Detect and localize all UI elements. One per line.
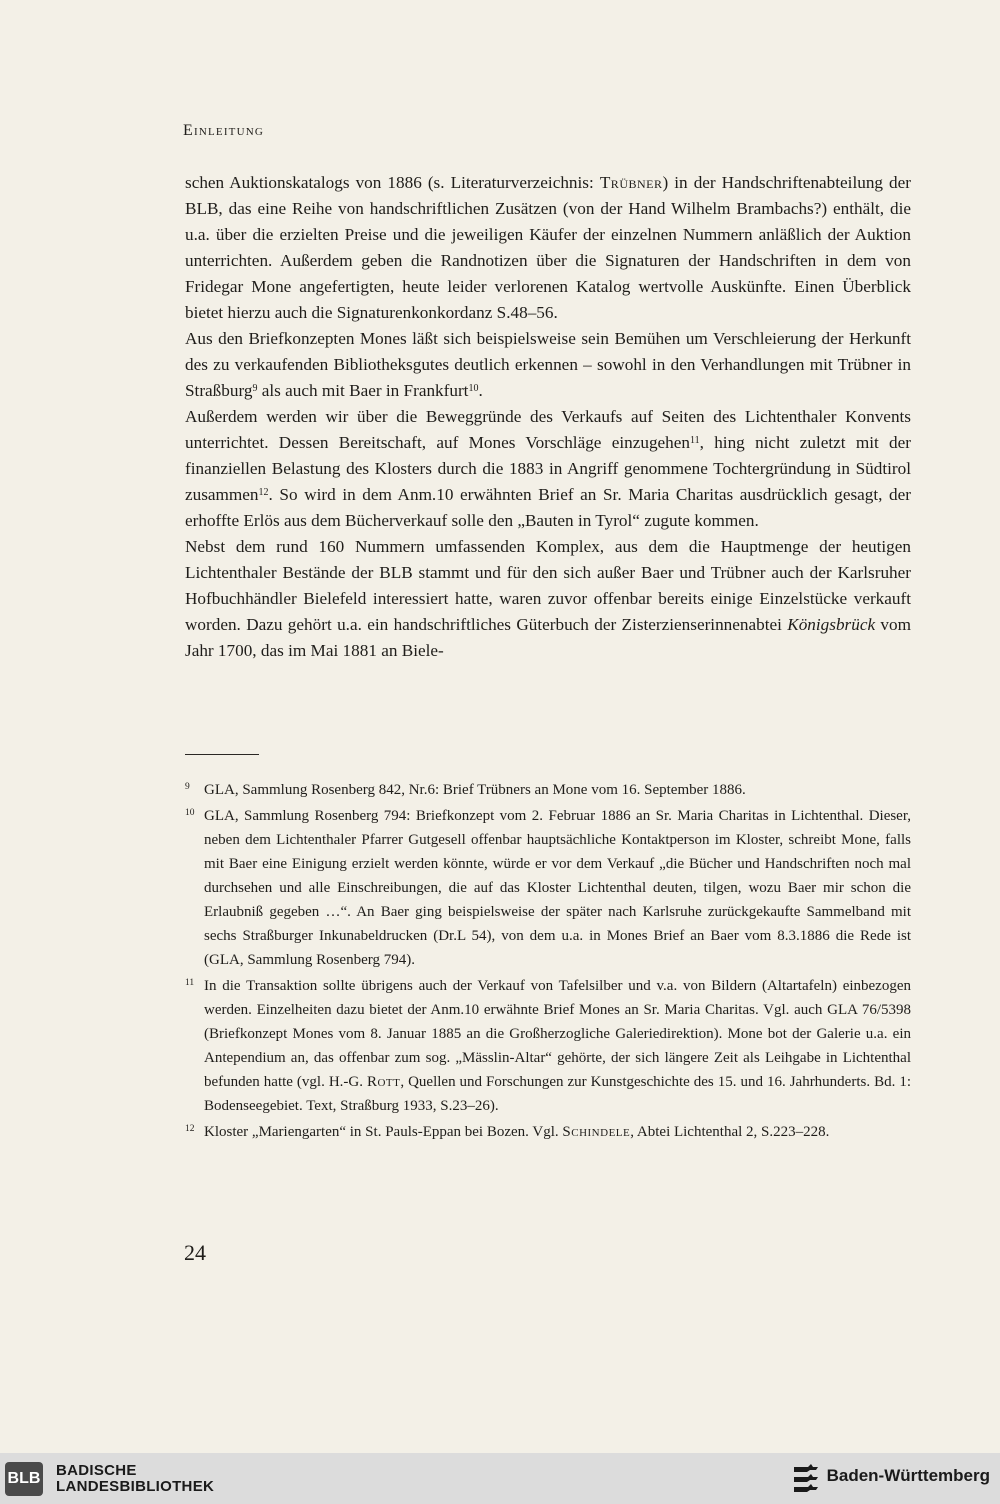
footnote-number: 10 (185, 808, 195, 818)
footnote: 12 Kloster „Mariengarten“ in St. Pauls-Eppan bei Bozen. Vgl. Schindele, Abtei Lichtenthal 2, S.223–228. (185, 1120, 911, 1144)
footnote: 11 In die Transaktion sollte übrigens auch der Verkauf von Tafelsilber und v.a. von Bildern (Altartafeln) einbezogen werden. Einzelheiten dazu bietet der Anm.10 erwähnte Brief Mones an Sr. Maria Charitas. Vgl. auch GLA 76/5398 (Briefkonzept Mones vom 8. Januar 1885 an die Großherzogliche Galeriedirektion). Mone bot der Galerie u.a. ein Antependium an, das offenbar zum sog. „Mässlin-Altar“ gehörte, der sich längere Zeit als Leihgabe in Lichtenthal befunden hatte (vgl. H.-G. Rott, Quellen und Forschungen zur Kunstgeschichte des 15. und 16. Jahrhunderts. Bd. 1: Bodenseegebiet. Text, Straßburg 1933, S.23–26). (185, 974, 911, 1118)
footnote: 9 GLA, Sammlung Rosenberg 842, Nr.6: Brief Trübners an Mone vom 16. September 1886. (185, 778, 911, 802)
footnote-ref[interactable]: 12 (258, 487, 269, 498)
footnote-number: 12 (185, 1124, 195, 1134)
footnote-ref[interactable]: 11 (689, 435, 700, 446)
library-name[interactable]: BADISCHE LANDESBIBLIOTHEK (56, 1462, 215, 1495)
paragraph: Außerdem werden wir über die Beweggründe des Verkaufs auf Seiten des Lichtenthaler Konvents unterrichtet. Dessen Bereitschaft, auf Mones Vorschläge einzugehen$^{11}$, hing nicht zuletzt mit der finanziellen Belastung des Klosters durch die 1883 in Angriff genommene Tochtergründung in Südtirol zusammen$^{12}$. So wird in dem Anm.10 erwähnten Brief an Sr. Maria Charitas ausdrücklich gesagt, der erhoffte Erlös aus dem Bücherverkauf solle den „Bauten in Tyrol“ zugute kommen. (185, 407, 911, 530)
lions-crest-icon (790, 1462, 822, 1496)
page-number: 24 (184, 1240, 206, 1265)
footnote-divider (185, 754, 259, 755)
footnote-number: 11 (185, 978, 195, 988)
footnote-ref[interactable]: 9 (252, 383, 258, 394)
paragraph: Nebst dem rund 160 Nummern umfassenden Komplex, aus dem die Hauptmenge der heutigen Lichtenthaler Bestände der BLB stammt und für den sich außer Baer und Trübner auch der Karlsruher Hofbuchhändler Bielefeld interessiert hatte, waren zuvor offenbar bereits einige Einzelstücke verkauft worden. Dazu gehört u.a. ein handschriftliches Güterbuch der Zisterzienserinnenabtei Königsbrück vom Jahr 1700, das im Mai 1881 an Biele- (185, 537, 911, 660)
paragraph: schen Auktionskatalogs von 1886 (s. Literaturverzeichnis: Trübner) in der Handschriftenabteilung der BLB, das eine Reihe von handschriftlichen Zusätzen (von der Hand Wilhelm Brambachs?) enthält, die u.a. über die erzielten Preise und die jeweiligen Käufer der einzelnen Nummern anläßlich der Auktion unterrichten. Außerdem geben die Randnotizen über die Signaturen der Handschriften in dem von Fridegar Mone angefertigten, heute leider verlorenen Katalog wertvolle Auskünfte. Einen Überblick bietet hierzu auch die Signaturenkonkordanz S.48–56. (185, 173, 911, 322)
footnote: 10 GLA, Sammlung Rosenberg 794: Briefkonzept vom 2. Februar 1886 an Sr. Maria Charitas in Lichtenthal. Dieser, neben dem Lichtenthaler Pfarrer Gutgesell offenbar hauptsächliche Kontaktperson im Kloster, schreibt Mone, falls mit Baer eine Einigung erzielt werden könnte, würde er vor dem Verkauf „die Bücher und Handschriften noch mal durchsehen und alle Einschreibungen, die auf das Kloster Lichtenthal deuten, tilgen, wozu Baer mir schon die Erlaubniß gegeben …“. An Baer ging beispielsweise der später nach Karlsruhe zurückgekaufte Sammelband mit sechs Straßburger Inkunabeldrucken (Dr.L 54), von dem u.a. in Mones Brief an Baer vom 8.3.1886 die Rede ist (GLA, Sammlung Rosenberg 794). (185, 804, 911, 972)
state-logo-text[interactable]: Baden-Württemberg (826, 1466, 990, 1485)
footer-bar (0, 1453, 1000, 1504)
main-text (185, 170, 911, 664)
blb-logo-icon[interactable]: BLB (5, 1462, 43, 1496)
running-header: Einleitung (183, 122, 265, 139)
footnote-ref[interactable]: 10 (468, 383, 479, 394)
footnote-number: 9 (185, 782, 190, 792)
footnotes (185, 778, 911, 1146)
paragraph: Aus den Briefkonzepten Mones läßt sich beispielsweise sein Bemühen um Verschleierung der Herkunft des zu verkaufenden Bibliotheksgutes deutlich erkennen – sowohl in den Verhandlungen mit Trübner in Straßburg$^9$ als auch mit Baer in Frankfurt$^{10}$. (185, 329, 911, 400)
